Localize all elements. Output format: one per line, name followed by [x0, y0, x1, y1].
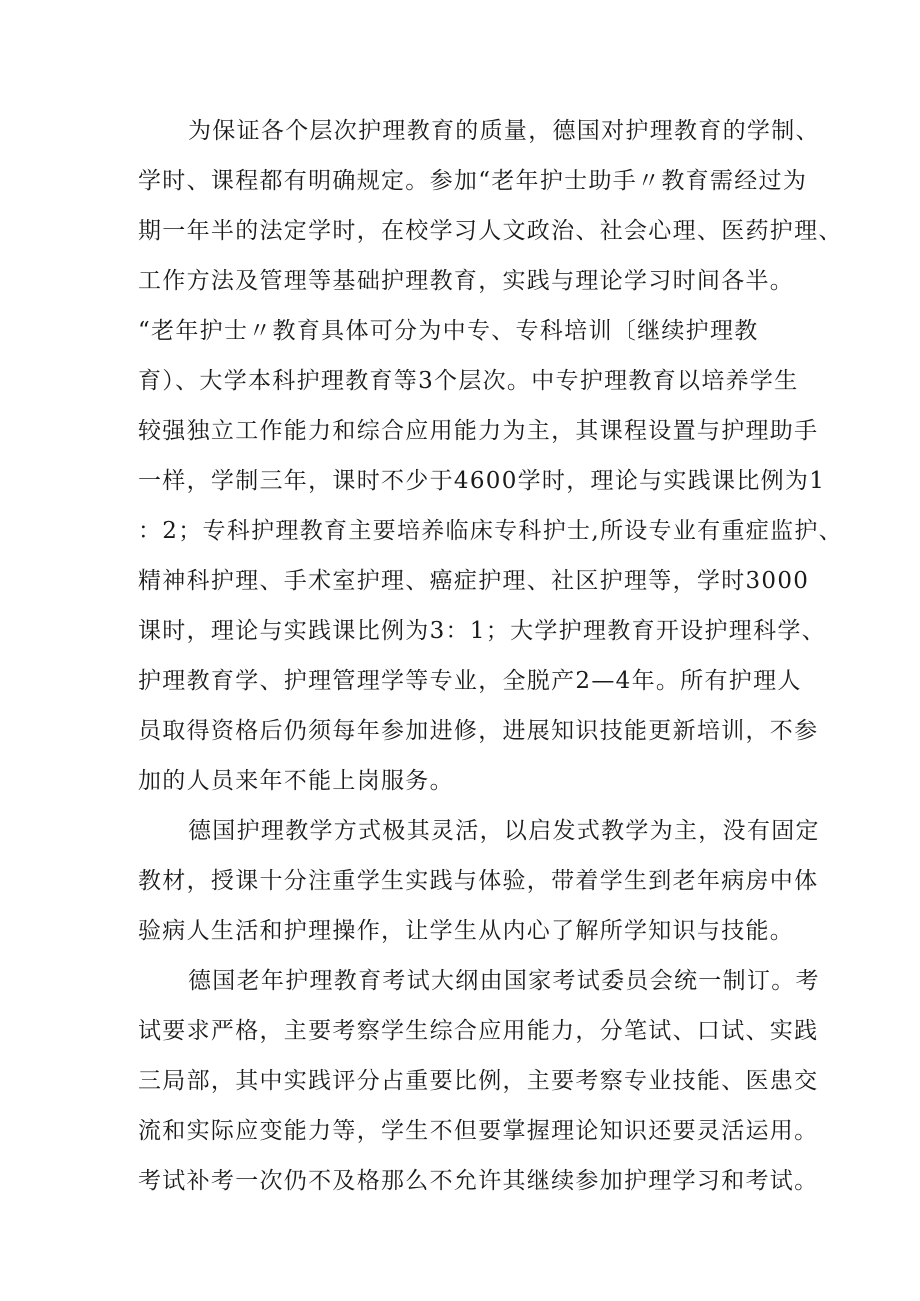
- text-line: 期一年半的法定学时，在校学习人文政治、社会心理、医药护理、: [138, 218, 843, 244]
- text-line: 育）、大学本科护理教育等3个层次。中专护理教育以培养学生: [138, 368, 799, 394]
- text-line: 课时，理论与实践课比例为3：1；大学护理教育开设护理科学、: [138, 618, 826, 644]
- text-line: 为保证各个层次护理教育的质量，德国对护理教育的学制、: [188, 118, 820, 144]
- text-line: ：2；专科护理教育主要培养临床专科护士,所设专业有重症监护、: [138, 518, 843, 544]
- text-line: 验病人生活和护理操作，让学生从内心了解所学知识与技能。: [138, 918, 795, 944]
- text-line: 学时、课程都有明确规定。参加“老年护士助手〃教育需经过为: [138, 168, 808, 194]
- text-line: 三局部，其中实践评分占重要比例，主要考察专业技能、医患交: [138, 1068, 819, 1094]
- text-line: 考试补考一次仍不及格那么不允许其继续参加护理学习和考试。: [138, 1168, 819, 1194]
- text-line: 工作方法及管理等基础护理教育，实践与理论学习时间各半。: [138, 268, 795, 294]
- text-line: 精神科护理、手术室护理、癌症护理、社区护理等，学时3000: [138, 568, 810, 594]
- text-line: 流和实际应变能力等，学生不但要掌握理论知识还要灵活运用。: [138, 1118, 819, 1144]
- text-line: “老年护士〃教育具体可分为中专、专科培训〔继续护理教: [138, 318, 759, 344]
- text-line: 较强独立工作能力和综合应用能力为主，其课程设置与护理助手: [138, 418, 819, 444]
- text-line: 教材，授课十分注重学生实践与体验，带着学生到老年病房中体: [138, 868, 819, 894]
- text-line: 员取得资格后仍须每年参加进修，进展知识技能更新培训，不参: [138, 718, 819, 744]
- text-line: 一样，学制三年，课时不少于4600学时，理论与实践课比例为1: [138, 468, 826, 494]
- text-line: 德国老年护理教育考试大纲由国家考试委员会统一制订。考: [188, 968, 820, 994]
- text-line: 德国护理教学方式极其灵活，以启发式教学为主，没有固定: [188, 818, 820, 844]
- text-line: 加的人员来年不能上岗服务。: [138, 768, 454, 794]
- text-line: 护理教育学、护理管理学等专业，全脱产2—4年。所有护理人: [138, 668, 802, 694]
- text-line: 试要求严格，主要考察学生综合应用能力，分笔试、口试、实践: [138, 1018, 819, 1044]
